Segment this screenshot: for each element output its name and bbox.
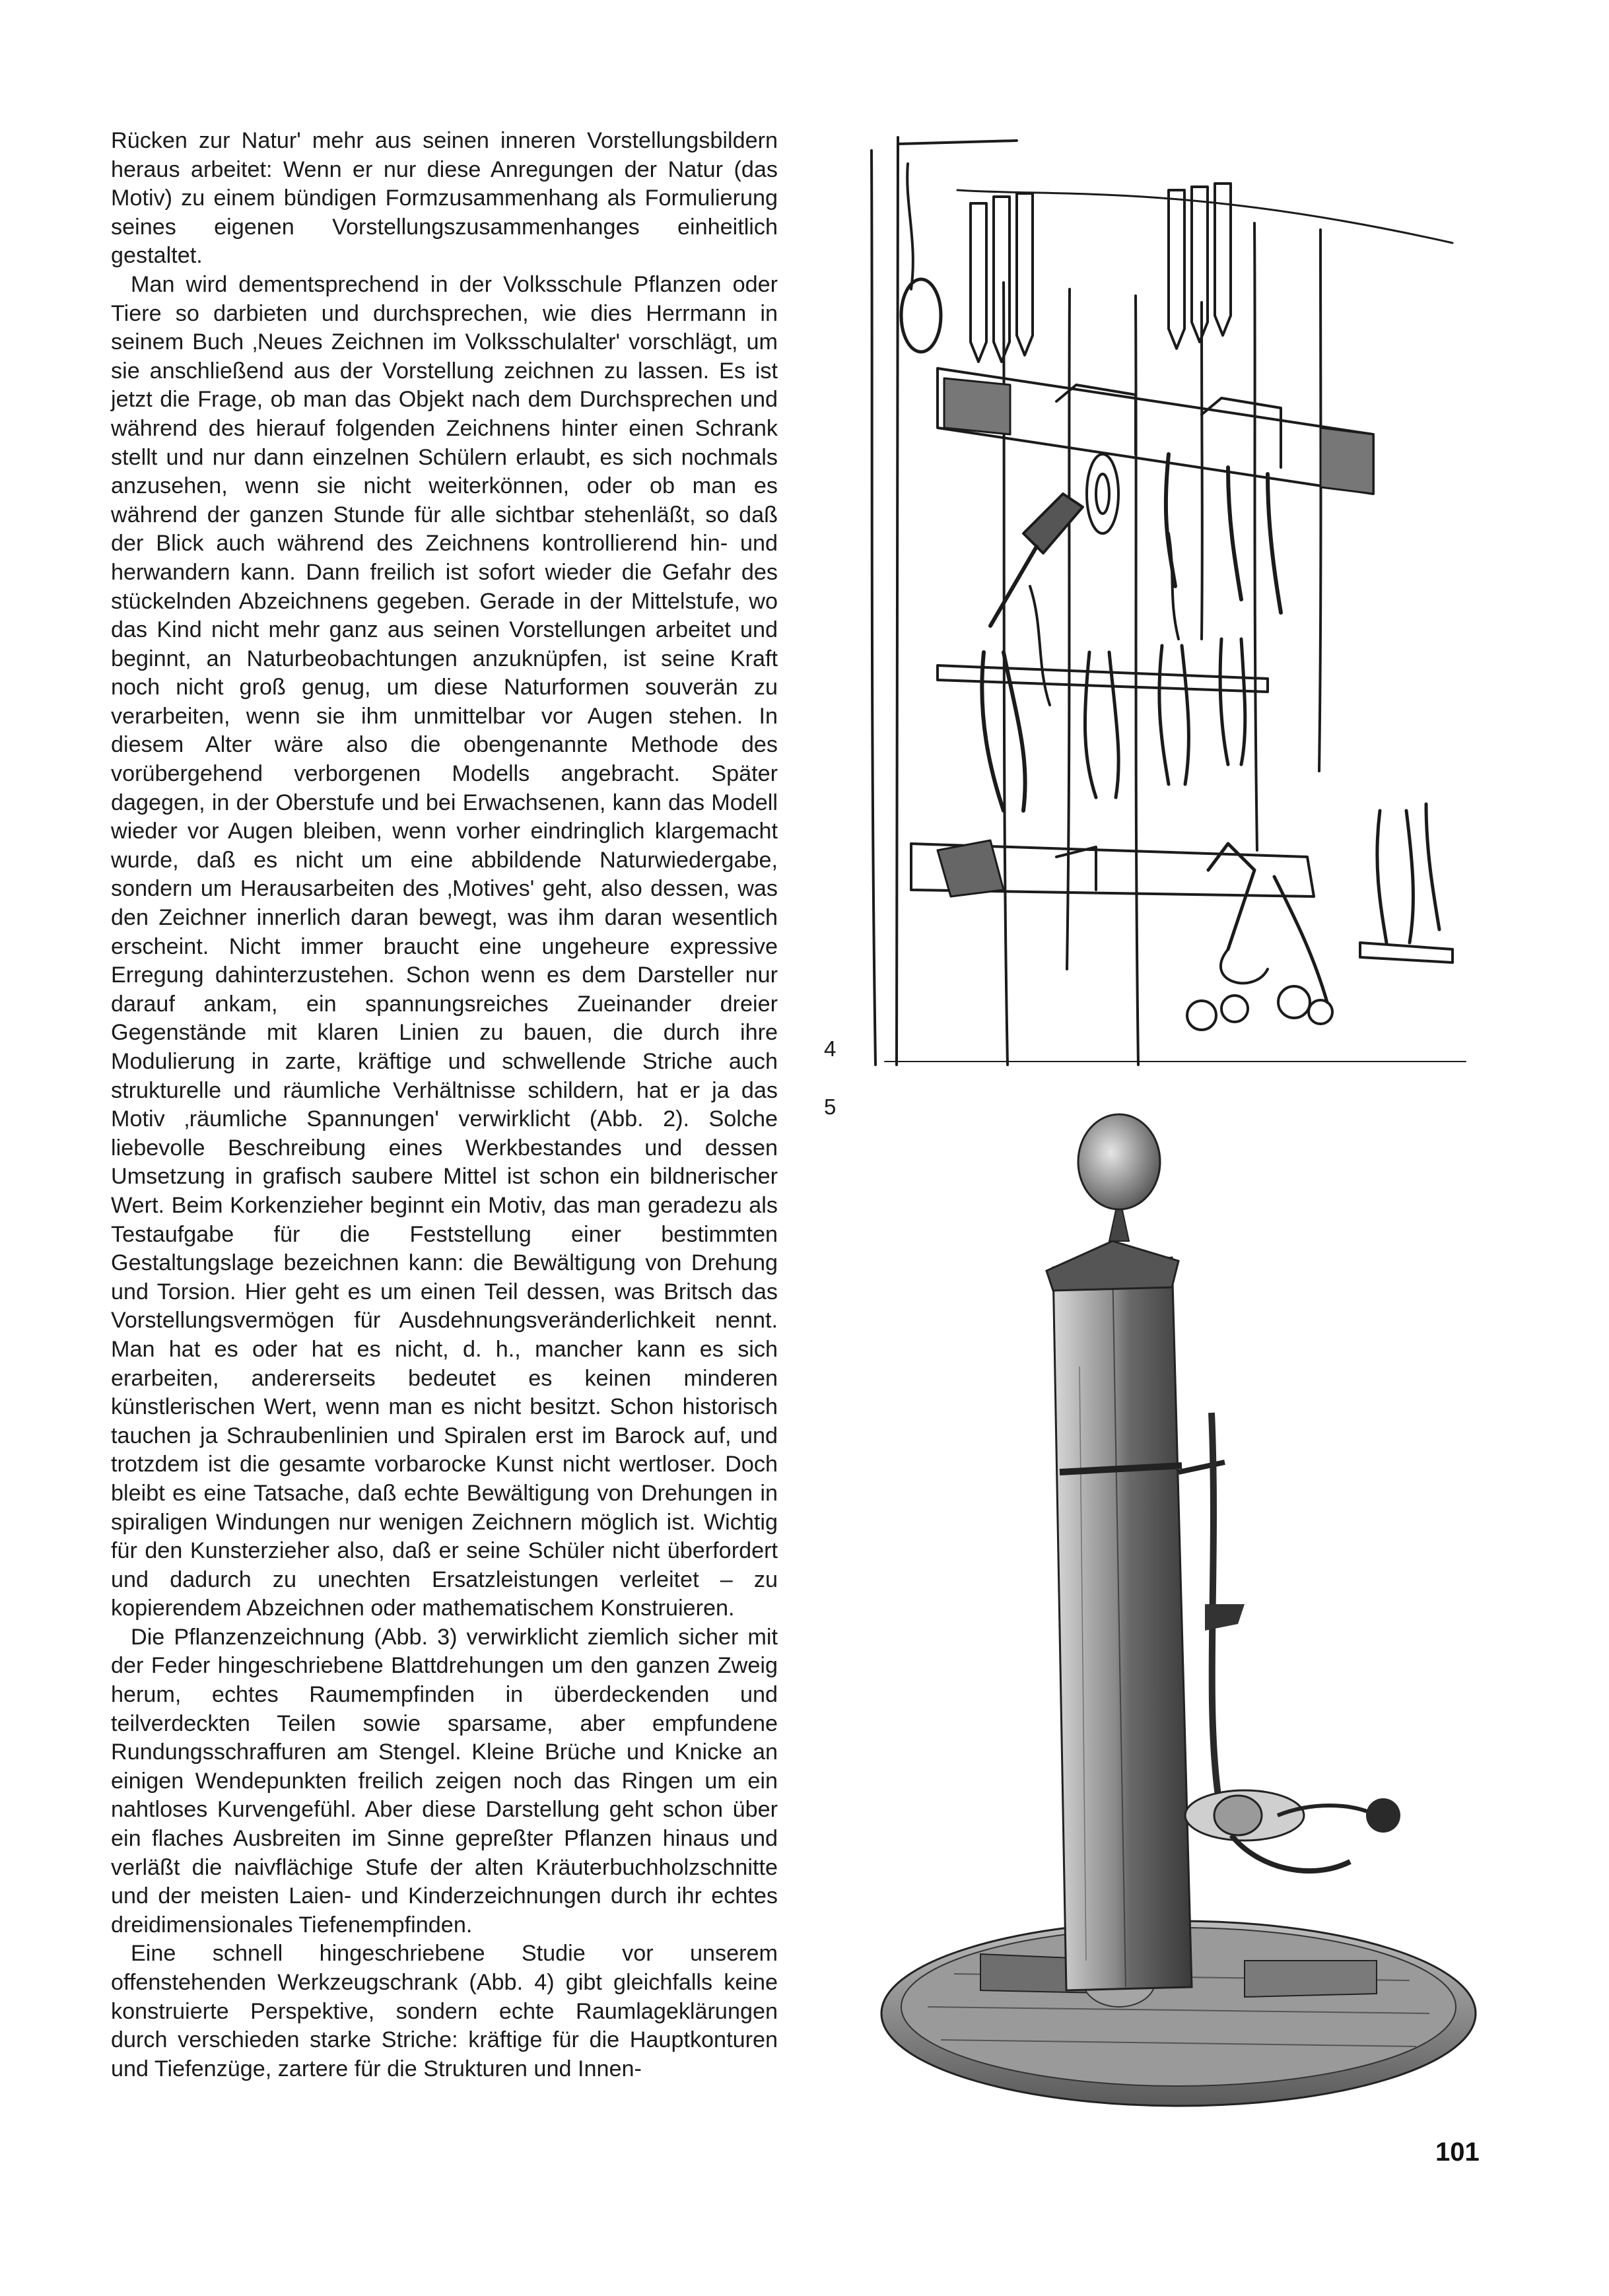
body-text-column [111,127,778,2083]
paragraph: Eine schnell hingeschriebene Studie vor unserem offenstehenden Werkzeugschrank (Abb. 4) gibt gleichfalls keine konstruierte Perspektive, sondern echte Raumlageklärungen durch verschieden starke Striche: kräftige für die Hauptkonturen und Tiefenzüge, zartere für die Strukturen und Innen- [111,1941,778,2081]
figure-number-5: 5 [824,1095,837,1119]
paragraph: Rücken zur Natur' mehr aus seinen inneren Vorstellungsbildern heraus arbeitet: Wenn er nur diese Anregungen der Natur (das Motiv) zu einem bündigen Formzusammenhang als Formulierung seines eigenen Vorstellungszusammenhanges einheitlich gestaltet. [111,128,778,269]
paragraph: Die Pflanzenzeichnung (Abb. 3) verwirklicht ziemlich sicher mit der Feder hingeschriebene Blattdrehungen um den ganzen Zweig herum, echtes Raumempfinden in überdeckenden und teilverdeckten Teilen sowie sparsame, aber empfundene Rundungsschraffuren am Stengel. Kleine Brüche und Knicke an einigen Wendepunkten freilich zeigen noch das Ringen um ein nahtloses Kurvengefühl. Aber diese Darstellung geht schon über ein flaches Ausbreiten im Sinne gepreßter Pflanzen hinaus und verläßt die naivflächige Stufe der alten Kräuterbuchholzschnitte und der meisten Laien- und Kinderzeichnungen durch ihr echtes dreidimensionales Tiefenempfinden. [111,1624,778,1938]
paragraph: Man wird dementsprechend in der Volksschule Pflanzen oder Tiere so darbieten und durchsprechen, wie dies Herrmann in seinem Buch ‚Neues Zeichnen im Volksschulalter' vorschlägt, um sie anschließend aus der Vorstellung zeichnen zu lassen. Es ist jetzt die Frage, ob man das Objekt nach dem Durchsprechen und während des hierauf folgenden Zeichnens hinter einen Schrank stellt und nur dann einzelnen Schülern erlaubt, es sich nochmals anzusehen, wenn sie nicht weiterkönnen, oder ob man es während der ganzen Stunde für alle sichtbar stehenläßt, so daß der Blick auch während des Zeichnens kontrollierend hin- und herwandern kann. Dann freilich ist sofort wieder die Gefahr des stückelnden Abzeichnens gegeben. Gerade in der Mittelstufe, wo das Kind nicht mehr ganz aus seinen Vorstellungen arbeitet und beginnt, an Naturbeobachtungen anzuknüpfen, ist seine Kraft noch nicht groß genug, um diese Naturformen souverän zu verarbeiten, wenn sie ihm unmittelbar vor Augen stehen. In diesem Alter wäre also die obengenannte Methode des vorübergehend verborgenen Modells angebracht. Später dagegen, in der Oberstufe und bei Erwachsenen, kann das Modell wieder vor Augen bleiben, wenn vorher eindringlich klargemacht wurde, daß es nicht um eine abbildende Naturwiedergabe, sondern um Herausarbeiten des ‚Motives' geht, also dessen, was den Zeichner innerlich daran bewegt, was ihm daran wesentlich erscheint. Nicht immer braucht eine ungeheure expressive Erregung dahinterzustehen. Schon wenn es dem Darsteller nur darauf ankam, ein spannungsreiches Zueinander dreier Gegenstände mit klaren Linien zu bauen, die durch ihre Modulierung in zarte, kräftige und schwellende Striche auch strukturelle und räumliche Verhältnisse schildern, hat er ja das Motiv ‚räumliche Spannungen' verwirklicht (Abb. 2). Solche liebevolle Beschreibung eines Werkbestandes und dessen Umsetzung in grafisch saubere Mittel ist schon ein bildnerischer Wert. Beim Korkenzieher beginnt ein Motiv, das man geradezu als Testaufgabe für die Feststellung einer bestimmten Gestaltungslage bezeichnen kann: die Bewältigung von Drehung und Torsion. Hier geht es um einen Teil dessen, was Britsch das Vorstellungsvermögen für Ausdehnungsveränderlichkeit nennt. Man hat es oder hat es nicht, d. h., mancher kann es sich erarbeiten, andererseits bedeutet es keinen minderen künstlerischen Wert, wenn man es nicht besitzt. Schon historisch tauchen ja Schraubenlinien und Spiralen erst im Barock auf, und trotzdem ist die gesamte vorbarocke Kunst nicht wertloser. Doch bleibt es eine Tatsache, daß echte Bewältigung von Drehungen in spiraligen Windungen nur wenigen Zeichnern möglich ist. Wichtig für den Kunsterzieher also, daß er seine Schüler nicht überfordert und dadurch zu unechten Ersatzleistungen verleitet – zu kopierendem Abzeichnen oder mathematischem Konstruieren. [111,271,778,1621]
page-number: 101 [1435,2138,1480,2167]
tool-cabinet-sketch [858,124,1486,1068]
pump-post-drawing [848,1102,1482,2119]
figure-number-4: 4 [824,1036,837,1061]
